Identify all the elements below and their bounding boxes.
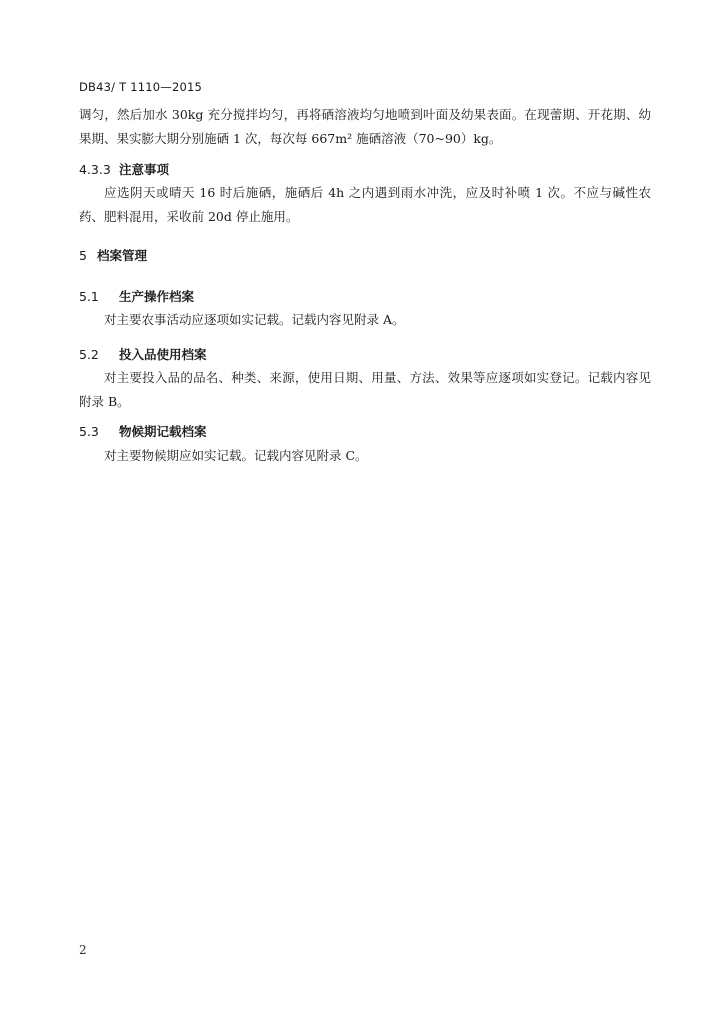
section-number: 5.2	[79, 347, 99, 362]
section-4-3-3-heading	[79, 160, 169, 178]
section-number: 5.3	[79, 424, 99, 439]
section-5-1-heading	[79, 287, 194, 305]
section-title: 档案管理	[97, 248, 148, 263]
section-5-3-body: 对主要物候期应如实记载。记载内容见附录 C。	[104, 448, 368, 463]
document-code: DB43/ T 1110—2015	[79, 80, 203, 94]
section-5-3-heading	[79, 422, 207, 440]
section-title: 物候期记载档案	[119, 424, 207, 439]
section-number: 5	[79, 248, 87, 263]
section-5-2-body: 对主要投入品的品名、种类、来源，使用日期、用量、方法、效果等应逐项如实登记。记载内容见附录 B。	[79, 370, 651, 409]
section-number: 4.3.3	[79, 162, 111, 177]
section-5-heading	[79, 246, 147, 264]
continuation-paragraph: 调匀，然后加水 30kg 充分搅拌均匀，再将硒溶液均匀地喷到叶面及幼果表面。在现蕾期、开花期、幼果期、果实膨大期分别施硒 1 次，每次每 667m² 施硒溶液（70~90）kg。	[79, 107, 651, 146]
section-4-3-3-body: 应选阴天或晴天 16 时后施硒，施硒后 4h 之内遇到雨水冲洗，应及时补喷 1 次。不应与碱性农药、肥料混用，采收前 20d 停止施用。	[79, 185, 651, 224]
section-title: 生产操作档案	[119, 289, 195, 304]
section-5-2-heading	[79, 345, 207, 363]
page-number: 2	[79, 943, 87, 957]
section-number: 5.1	[79, 289, 99, 304]
section-5-1-body: 对主要农事活动应逐项如实记载。记载内容见附录 A。	[104, 312, 405, 327]
section-title: 投入品使用档案	[119, 347, 207, 362]
section-title: 注意事项	[119, 162, 170, 177]
